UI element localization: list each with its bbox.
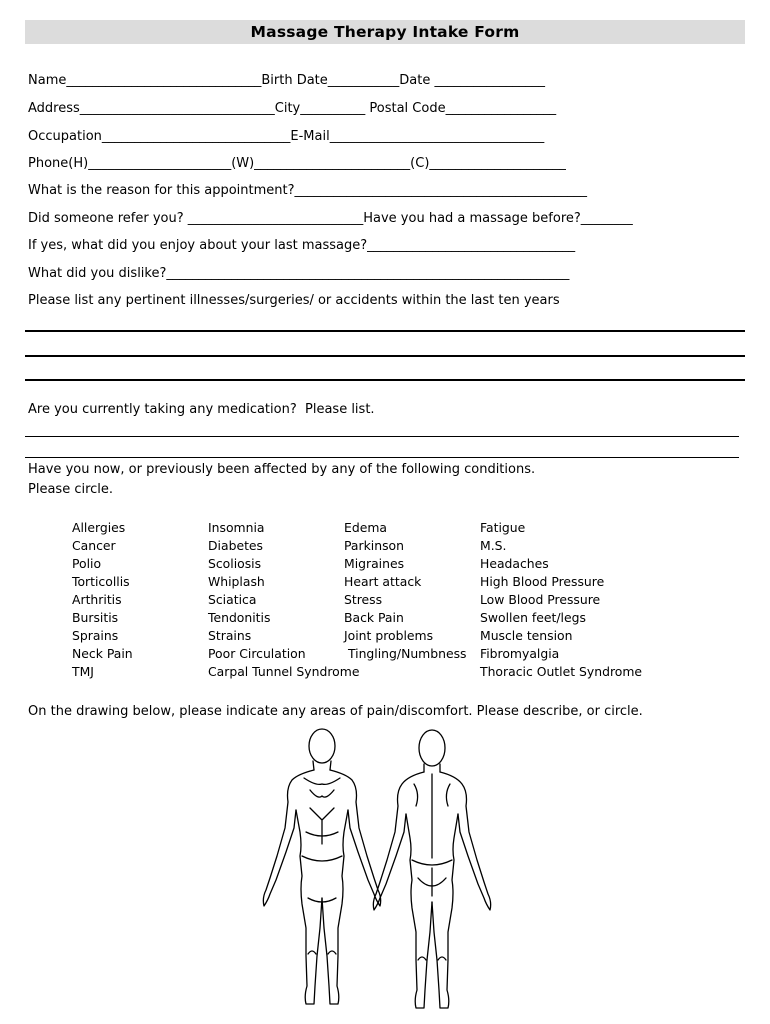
condition-item[interactable]: Edema <box>344 520 387 535</box>
condition-item[interactable]: Fatigue <box>480 520 526 535</box>
condition-item[interactable]: Whiplash <box>208 574 265 589</box>
condition-item[interactable]: Sciatica <box>208 592 257 607</box>
condition-item[interactable]: Parkinson <box>344 538 404 553</box>
condition-item[interactable]: Bursitis <box>72 610 119 625</box>
drawing-prompt: On the drawing below, please indicate any areas of pain/discomfort. Please describe, or circle. <box>28 704 643 719</box>
condition-item[interactable]: Polio <box>72 556 102 571</box>
condition-item[interactable]: Headaches <box>480 556 549 571</box>
condition-item[interactable]: Joint problems <box>344 628 434 643</box>
back-body-figure <box>373 730 490 1008</box>
front-body-figure <box>263 729 380 1004</box>
condition-item[interactable]: TMJ <box>72 664 94 679</box>
condition-item[interactable]: Heart attack <box>344 574 422 589</box>
referral-row[interactable]: Did someone refer you? ___________________________Have you had a massage before?________ <box>28 211 633 226</box>
illness-prompt: Please list any pertinent illnesses/surgeries/ or accidents within the last ten years <box>28 293 560 308</box>
address-city-postal-row[interactable]: Address______________________________City__________ Postal Code_________________ <box>28 101 557 116</box>
conditions-column-3 <box>344 520 467 664</box>
enjoyed-row[interactable]: If yes, what did you enjoy about your last massage?________________________________ <box>28 238 576 253</box>
phone-row[interactable]: Phone(H)______________________(W)________________________(C)_____________________ <box>28 156 566 171</box>
conditions-prompt: Have you now, or previously been affected by any of the following conditions. <box>28 462 536 477</box>
condition-item[interactable]: Tingling/Numbness <box>344 646 467 661</box>
condition-item[interactable]: Low Blood Pressure <box>480 592 601 607</box>
occupation-email-row[interactable]: Occupation_____________________________E-Mail_________________________________ <box>28 129 545 144</box>
condition-item[interactable]: Tendonitis <box>208 610 271 625</box>
condition-item[interactable]: Allergies <box>72 520 126 535</box>
conditions-column-2 <box>208 520 359 682</box>
condition-item[interactable]: Stress <box>344 592 383 607</box>
condition-item[interactable]: Sprains <box>72 628 119 643</box>
condition-item[interactable]: Cancer <box>72 538 116 553</box>
condition-item[interactable]: Neck Pain <box>72 646 133 661</box>
condition-item[interactable]: Poor Circulation <box>208 646 306 661</box>
condition-item[interactable]: Fibromyalgia <box>480 646 560 661</box>
illness-answer-line-1[interactable] <box>25 330 745 332</box>
condition-item[interactable]: Carpal Tunnel Syndrome <box>208 664 360 679</box>
condition-item[interactable]: Thoracic Outlet Syndrome <box>480 664 643 679</box>
condition-item[interactable]: Swollen feet/legs <box>480 610 586 625</box>
condition-item[interactable]: Arthritis <box>72 592 122 607</box>
name-birthdate-date-row[interactable]: Name______________________________Birth Date___________Date _________________ <box>28 73 545 88</box>
illness-answer-line-2[interactable] <box>25 355 745 357</box>
condition-item[interactable]: Torticollis <box>72 574 130 589</box>
condition-item[interactable]: Strains <box>208 628 252 643</box>
form-title: Massage Therapy Intake Form <box>250 23 520 41</box>
condition-item[interactable]: High Blood Pressure <box>480 574 605 589</box>
body-diagram[interactable] <box>0 728 770 1018</box>
title-bar <box>25 20 745 44</box>
condition-item[interactable]: Diabetes <box>208 538 264 553</box>
medication-answer-line-1[interactable] <box>25 436 739 437</box>
medication-prompt: Are you currently taking any medication? Please list. <box>28 402 375 417</box>
conditions-column-4 <box>480 520 642 682</box>
condition-item[interactable]: Back Pain <box>344 610 404 625</box>
disliked-row[interactable]: What did you dislike?______________________________________________________________ <box>28 266 570 281</box>
illness-answer-line-3[interactable] <box>25 379 745 381</box>
condition-item[interactable]: Migraines <box>344 556 405 571</box>
condition-item[interactable]: M.S. <box>480 538 507 553</box>
medication-answer-line-2[interactable] <box>25 457 739 458</box>
conditions-instruction: Please circle. <box>28 482 114 497</box>
appointment-reason-row[interactable]: What is the reason for this appointment?_____________________________________________ <box>28 183 588 198</box>
condition-item[interactable]: Insomnia <box>208 520 265 535</box>
conditions-column-1 <box>72 520 133 682</box>
condition-item[interactable]: Muscle tension <box>480 628 573 643</box>
condition-item[interactable]: Scoliosis <box>208 556 262 571</box>
